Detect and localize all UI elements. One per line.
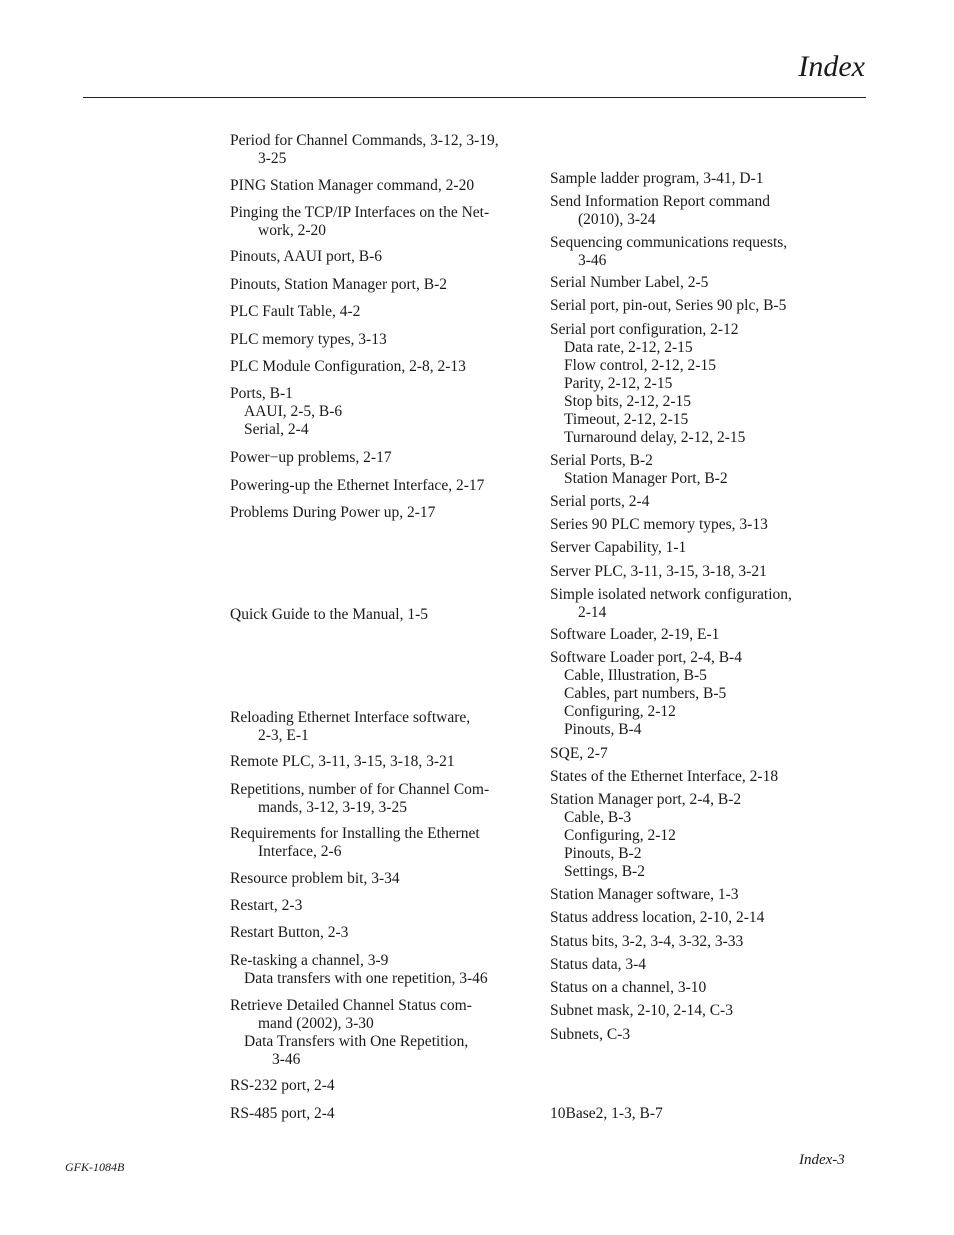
index-entry <box>550 979 706 997</box>
index-entry <box>230 753 455 771</box>
index-continuation: 2-3, E-1 <box>258 727 309 744</box>
index-term: Pinouts, AAUI port, B-6 <box>230 248 382 265</box>
index-entry <box>230 132 499 168</box>
index-subentry: Parity, 2-12, 2-15 <box>564 375 673 392</box>
index-term: Series 90 PLC memory types, 3-13 <box>550 516 768 533</box>
index-term: Restart Button, 2-3 <box>230 924 349 941</box>
index-entry <box>230 248 382 266</box>
index-entry <box>550 234 787 270</box>
index-continuation: Interface, 2-6 <box>258 843 342 860</box>
index-term: Software Loader port, 2-4, B-4 <box>550 649 742 666</box>
index-entry <box>550 768 778 786</box>
index-term: PLC Module Configuration, 2-8, 2-13 <box>230 358 466 375</box>
index-entry <box>550 649 742 739</box>
index-subentry: Data transfers with one repetition, 3-46 <box>244 970 488 987</box>
index-entry <box>550 886 739 904</box>
title-rule <box>83 97 866 98</box>
index-term: Repetitions, number of for Channel Com- <box>230 781 490 798</box>
index-entry <box>550 170 764 188</box>
index-entry <box>550 1105 663 1123</box>
index-continuation: 2-14 <box>578 604 607 621</box>
index-entry <box>230 331 387 349</box>
index-term: Send Information Report command <box>550 193 770 210</box>
index-entry <box>230 385 342 439</box>
index-term: Software Loader, 2-19, E-1 <box>550 626 720 643</box>
index-term: Status bits, 3-2, 3-4, 3-32, 3-33 <box>550 933 744 950</box>
footer-doc-id: GFK-1084B <box>65 1160 125 1174</box>
index-entry <box>550 909 764 927</box>
index-subentry: Pinouts, B-4 <box>564 721 642 738</box>
index-term: Status data, 3-4 <box>550 956 646 973</box>
index-entry <box>230 276 447 294</box>
index-subentry: Pinouts, B-2 <box>564 845 642 862</box>
index-term: Ports, B-1 <box>230 385 293 402</box>
index-subentry: Cable, Illustration, B-5 <box>564 667 707 684</box>
index-term: Reloading Ethernet Interface software, <box>230 709 471 726</box>
index-entry <box>550 516 768 534</box>
index-entry <box>230 1077 335 1095</box>
index-entry <box>550 933 743 951</box>
index-entry <box>230 781 489 817</box>
index-entry <box>550 956 646 974</box>
index-term: Powering-up the Ethernet Interface, 2-17 <box>230 477 485 494</box>
index-term: Station Manager port, 2-4, B-2 <box>550 791 742 808</box>
index-continuation: 3-46 <box>578 252 607 269</box>
index-entry <box>230 504 435 522</box>
index-entry <box>230 606 428 624</box>
index-entry <box>230 477 484 495</box>
index-subentry: Serial, 2-4 <box>244 421 309 438</box>
index-term: Subnets, C-3 <box>550 1026 631 1043</box>
index-entry <box>230 303 360 321</box>
index-term: PLC memory types, 3-13 <box>230 331 387 348</box>
index-entry <box>550 791 741 881</box>
index-continuation: 3-25 <box>258 150 287 167</box>
index-term: Pinouts, Station Manager port, B-2 <box>230 276 447 293</box>
index-term: Power−up problems, 2-17 <box>230 449 392 466</box>
index-term: Server PLC, 3-11, 3-15, 3-18, 3-21 <box>550 563 767 580</box>
index-term: RS-232 port, 2-4 <box>230 1077 335 1094</box>
index-entry <box>230 897 302 915</box>
index-subentry: Cable, B-3 <box>564 809 632 826</box>
index-entry <box>230 870 400 888</box>
index-entry <box>230 997 472 1069</box>
index-term: Retrieve Detailed Channel Status com- <box>230 997 472 1014</box>
index-term: Remote PLC, 3-11, 3-15, 3-18, 3-21 <box>230 753 455 770</box>
index-term: Restart, 2-3 <box>230 897 303 914</box>
index-entry <box>550 745 608 763</box>
index-entry <box>550 626 719 644</box>
index-term: Problems During Power up, 2-17 <box>230 504 436 521</box>
index-term: Sequencing communications requests, <box>550 234 788 251</box>
index-continuation: mands, 3-12, 3-19, 3-25 <box>258 799 407 816</box>
index-subentry: Station Manager Port, B-2 <box>564 470 728 487</box>
index-term: Subnet mask, 2-10, 2-14, C-3 <box>550 1002 733 1019</box>
footer-page-number: Index-3 <box>799 1152 845 1168</box>
index-subentry: Flow control, 2-12, 2-15 <box>564 357 716 374</box>
index-continuation: (2010), 3-24 <box>578 211 656 228</box>
index-entry <box>230 204 489 240</box>
index-term: States of the Ethernet Interface, 2-18 <box>550 768 779 785</box>
index-subentry: Settings, B-2 <box>564 863 645 880</box>
index-entry <box>230 449 392 467</box>
index-term: 10Base2, 1-3, B-7 <box>550 1105 663 1122</box>
index-subentry: Turnaround delay, 2-12, 2-15 <box>564 429 746 446</box>
index-entry <box>550 321 745 447</box>
index-entry <box>550 274 708 292</box>
index-term: SQE, 2-7 <box>550 745 608 762</box>
index-term: Status address location, 2-10, 2-14 <box>550 909 765 926</box>
index-term: Serial port, pin-out, Series 90 plc, B-5 <box>550 297 787 314</box>
index-term: PLC Fault Table, 4-2 <box>230 303 361 320</box>
index-term: Sample ladder program, 3-41, D-1 <box>550 170 764 187</box>
index-term: Status on a channel, 3-10 <box>550 979 707 996</box>
index-subentry: Data Transfers with One Repetition, <box>244 1033 469 1050</box>
index-term: Period for Channel Commands, 3-12, 3-19, <box>230 132 499 149</box>
index-entry <box>230 1105 335 1123</box>
index-subentry: Data rate, 2-12, 2-15 <box>564 339 693 356</box>
index-continuation: mand (2002), 3-30 <box>258 1015 374 1032</box>
index-subentry: Configuring, 2-12 <box>564 827 676 844</box>
index-term: Simple isolated network configuration, <box>550 586 792 603</box>
index-entry <box>230 177 474 195</box>
index-term: RS-485 port, 2-4 <box>230 1105 335 1122</box>
index-entry <box>550 1026 630 1044</box>
index-entry <box>230 709 470 745</box>
index-term: Re-tasking a channel, 3-9 <box>230 952 389 969</box>
index-continuation: work, 2-20 <box>258 222 327 239</box>
index-term: Quick Guide to the Manual, 1-5 <box>230 606 429 623</box>
index-entry <box>550 452 728 488</box>
index-term: Serial port configuration, 2-12 <box>550 321 739 338</box>
index-subentry: Cables, part numbers, B-5 <box>564 685 727 702</box>
index-term: Pinging the TCP/IP Interfaces on the Net- <box>230 204 490 221</box>
index-entry <box>550 1002 733 1020</box>
index-entry <box>230 825 480 861</box>
index-subentry: Configuring, 2-12 <box>564 703 676 720</box>
index-entry <box>230 358 466 376</box>
index-term: Serial Ports, B-2 <box>550 452 653 469</box>
index-subentry: Timeout, 2-12, 2-15 <box>564 411 689 428</box>
index-subentry: AAUI, 2-5, B-6 <box>244 403 343 420</box>
index-term: Server Capability, 1-1 <box>550 539 687 556</box>
index-term: Station Manager software, 1-3 <box>550 886 739 903</box>
index-entry <box>550 586 792 622</box>
index-term: Requirements for Installing the Ethernet <box>230 825 480 842</box>
index-entry <box>550 493 649 511</box>
index-subentry-continuation: 3-46 <box>272 1051 301 1068</box>
index-term: Serial Number Label, 2-5 <box>550 274 709 291</box>
index-entry <box>550 297 786 315</box>
index-entry <box>230 924 348 942</box>
index-term: PING Station Manager command, 2-20 <box>230 177 475 194</box>
index-term: Resource problem bit, 3-34 <box>230 870 400 887</box>
index-entry <box>550 539 686 557</box>
page-title: Index <box>798 50 865 83</box>
index-entry <box>230 952 488 988</box>
index-entry <box>550 563 767 581</box>
index-subentry: Stop bits, 2-12, 2-15 <box>564 393 692 410</box>
index-term: Serial ports, 2-4 <box>550 493 650 510</box>
index-entry <box>550 193 770 229</box>
